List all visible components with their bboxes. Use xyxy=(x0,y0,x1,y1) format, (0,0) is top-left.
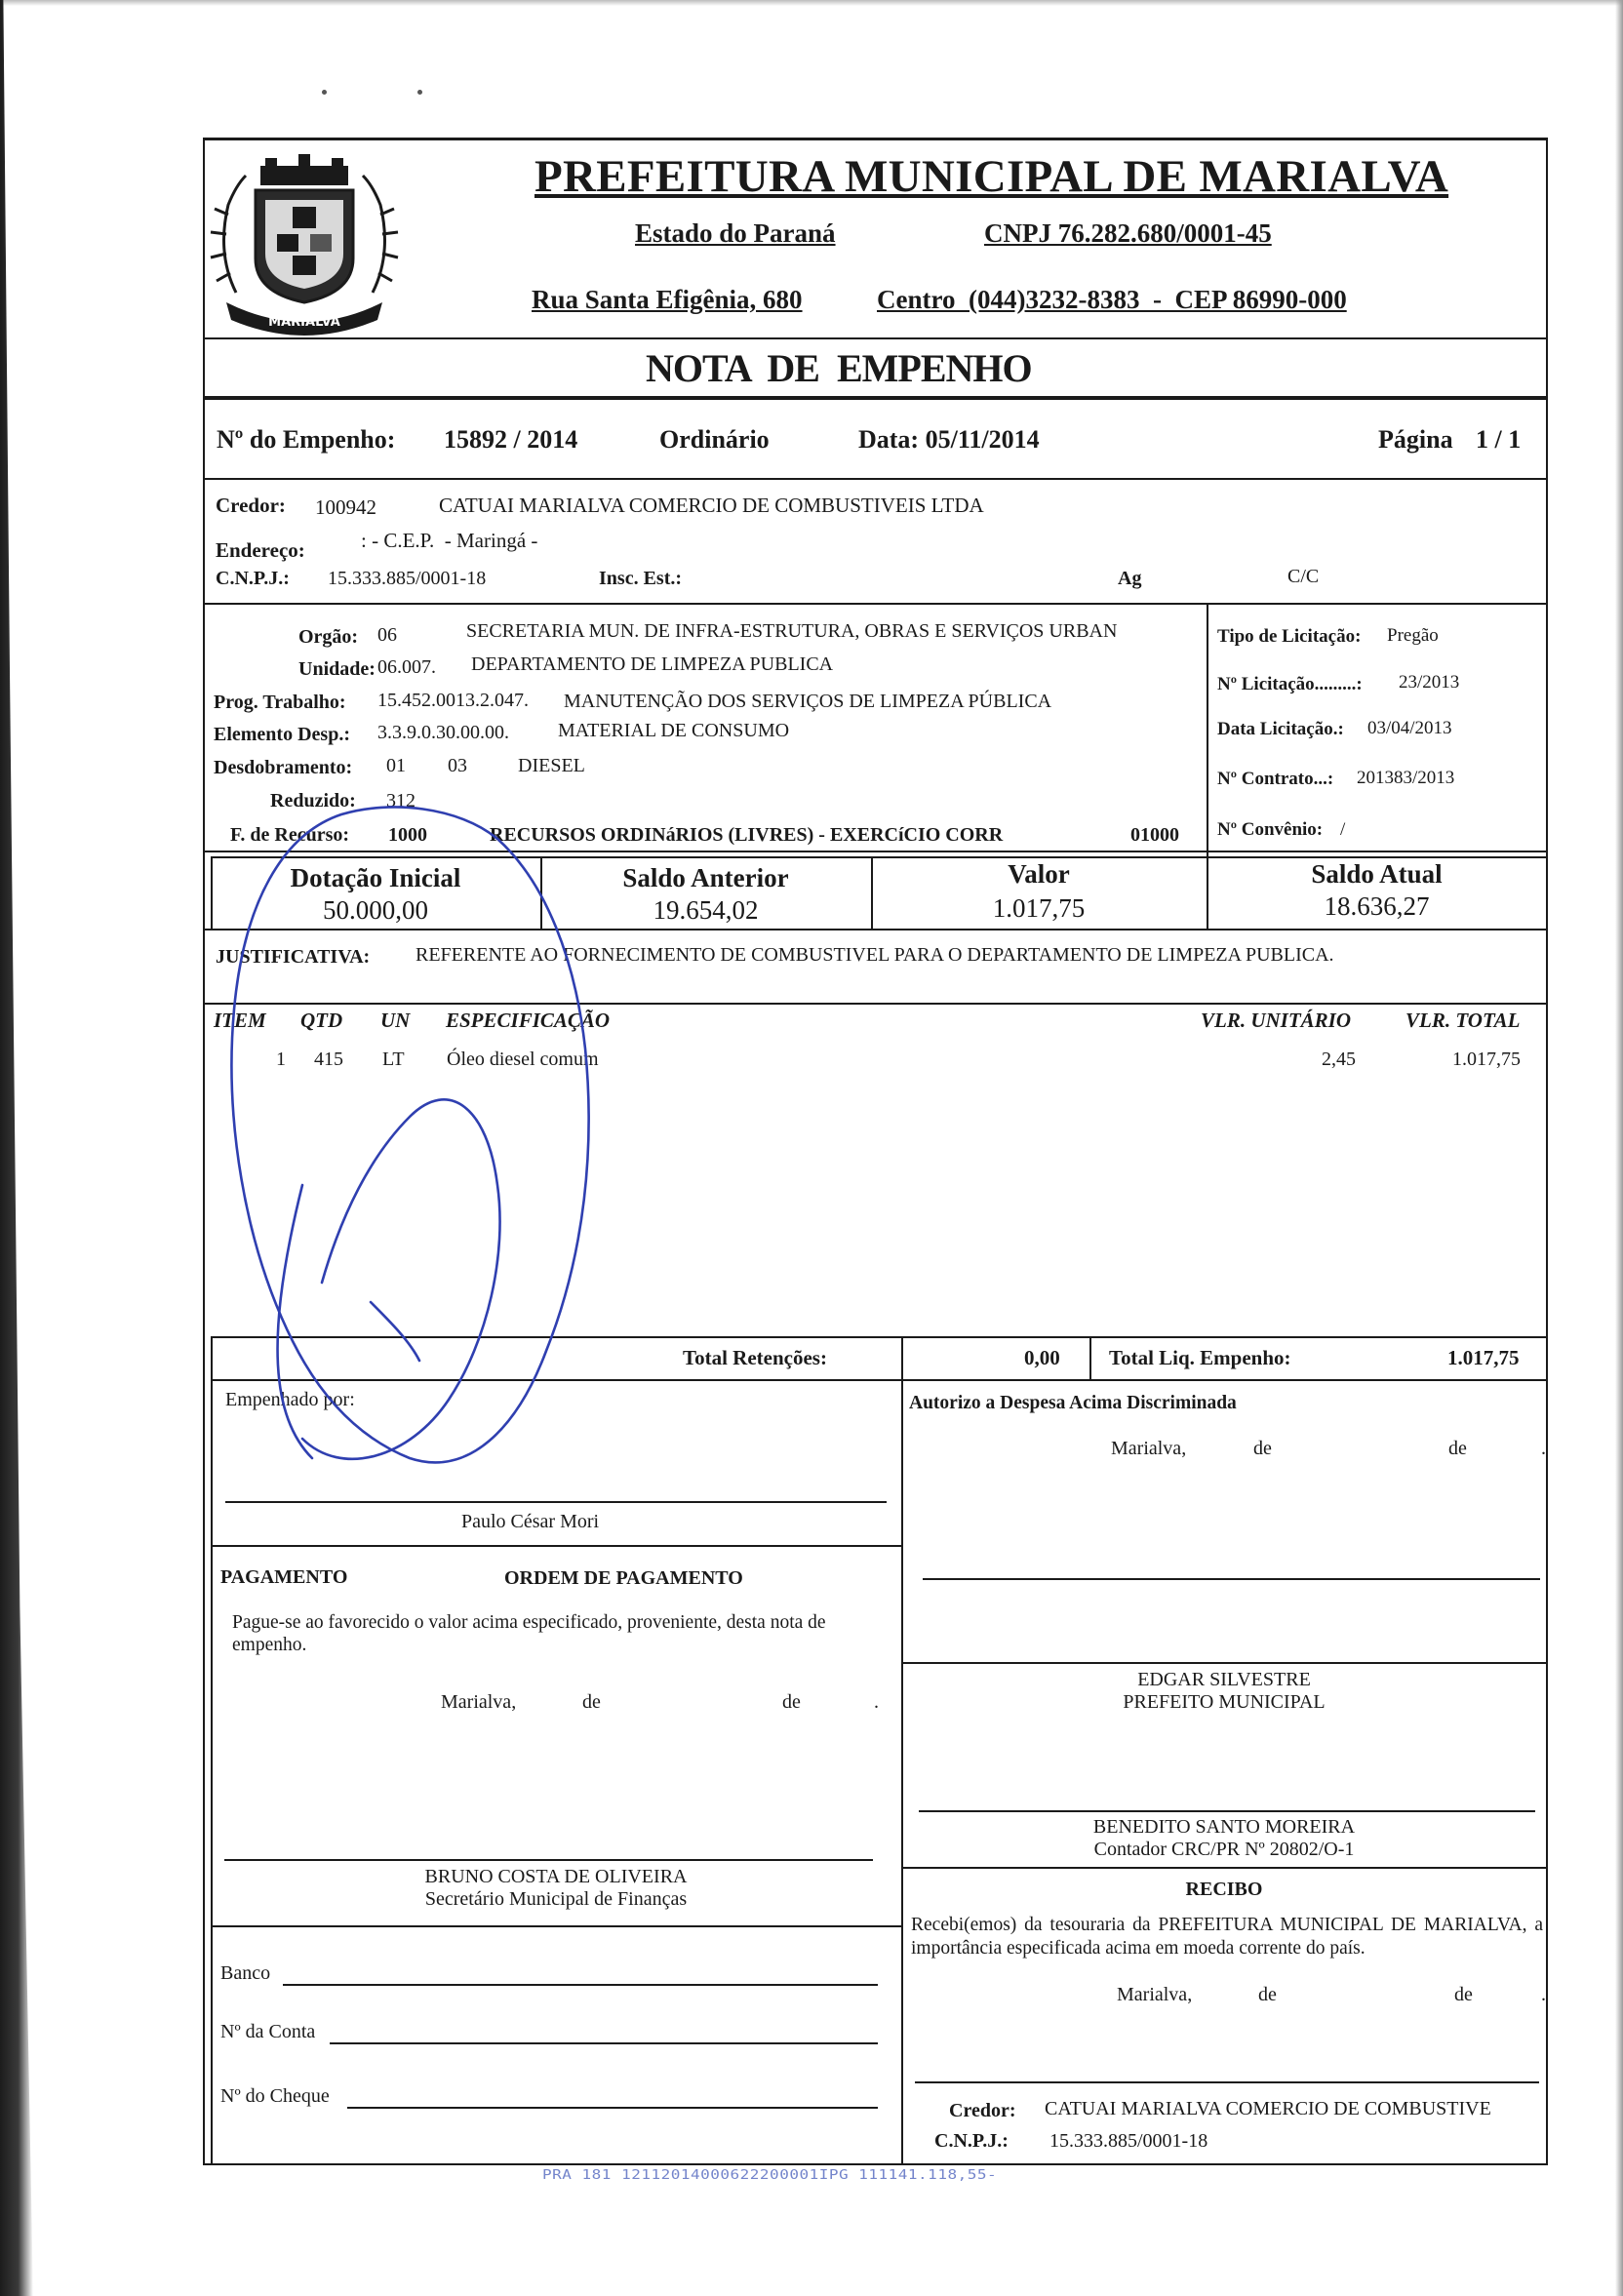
conta-field-line[interactable] xyxy=(330,2042,878,2044)
balance-value: 50.000,00 xyxy=(323,895,428,925)
items-header-spec: ESPECIFICAÇÃO xyxy=(446,1009,611,1032)
licitacao-number: 23/2013 xyxy=(1399,672,1460,693)
divider xyxy=(211,1925,901,1927)
prefeito-role: PREFEITO MUNICIPAL xyxy=(1123,1691,1326,1713)
banco-label: Banco xyxy=(220,1962,271,1984)
footer-credor-name: CATUAI MARIALVA COMERCIO DE COMBUSTIVE xyxy=(1045,2098,1491,2119)
item-unit-value: 2,45 xyxy=(1322,1049,1356,1070)
recurso-name: RECURSOS ORDINáRIOS (LIVRES) - EXERCíCIO CORR xyxy=(490,824,1004,846)
page-label: Página xyxy=(1378,425,1453,454)
pagamento-de-1: de xyxy=(582,1691,601,1713)
divider xyxy=(901,1867,1547,1869)
state-name: Estado do Paraná xyxy=(635,218,836,248)
recurso-code-2: 01000 xyxy=(1130,824,1179,846)
divider xyxy=(203,603,1547,605)
recibo-dot: . xyxy=(1541,1984,1546,2005)
frame-bottom xyxy=(203,2163,1548,2165)
prog-trabalho-name: MANUTENÇÃO DOS SERVIÇOS DE LIMPEZA PÚBLICA xyxy=(564,691,1052,712)
cnpj-label: C.N.P.J.: xyxy=(216,568,290,589)
empenho-number-label: Nº do Empenho: xyxy=(217,425,396,454)
divider xyxy=(211,1545,901,1547)
cheque-field-line[interactable] xyxy=(347,2107,878,2109)
frame-top xyxy=(203,138,1547,140)
scan-left-edge xyxy=(0,0,33,2296)
divider xyxy=(203,396,1547,400)
crest-text: MARIALVA xyxy=(268,315,340,330)
orgao-label: Orgão: xyxy=(298,626,359,648)
footer-cnpj: 15.333.885/0001-18 xyxy=(1049,2130,1208,2152)
elemento-code: 3.3.9.0.30.00.00. xyxy=(377,722,509,743)
footer-credor-label: Credor: xyxy=(949,2100,1016,2121)
prog-trabalho-label: Prog. Trabalho: xyxy=(214,692,346,713)
pagamento-label: PAGAMENTO xyxy=(220,1566,348,1588)
convenio-label: Nº Convênio: xyxy=(1217,819,1324,840)
desdobramento-b: 03 xyxy=(448,755,467,776)
empenho-type: Ordinário xyxy=(659,425,770,454)
balance-label: Saldo Atual xyxy=(1311,859,1443,889)
municipal-crest xyxy=(207,146,402,339)
prog-trabalho-code: 15.452.0013.2.047. xyxy=(377,690,529,711)
autorizo-label: Autorizo a Despesa Acima Discriminada xyxy=(909,1393,1237,1413)
credor-cnpj: 15.333.885/0001-18 xyxy=(328,568,487,589)
divider xyxy=(203,929,1547,930)
recibo-de-2: de xyxy=(1454,1984,1473,2005)
insc-est-label: Insc. Est.: xyxy=(599,568,683,589)
recibo-de-1: de xyxy=(1258,1984,1277,2005)
unidade-code: 06.007. xyxy=(377,656,436,678)
divider xyxy=(203,1003,1547,1005)
balance-label: Valor xyxy=(1008,859,1070,889)
desdobramento-a: 01 xyxy=(386,755,406,776)
justificativa-label: JUSTIFICATIVA: xyxy=(216,946,371,968)
scan-right-edge xyxy=(1615,0,1623,2296)
licitacao-date-label: Data Licitação.: xyxy=(1217,719,1344,739)
balance-value: 1.017,75 xyxy=(992,893,1086,923)
item-qtd: 415 xyxy=(314,1049,343,1070)
ink-speck xyxy=(417,90,422,95)
secretario-role: Secretário Municipal de Finanças xyxy=(424,1888,688,1910)
divider xyxy=(203,337,1547,339)
licitacao-type-label: Tipo de Licitação: xyxy=(1217,626,1362,647)
contrato-number: 201383/2013 xyxy=(1357,768,1455,788)
items-header-total: VLR. TOTAL xyxy=(1405,1009,1521,1032)
divider xyxy=(1089,1336,1091,1381)
signature-line xyxy=(225,1501,887,1503)
conta-label: Nº da Conta xyxy=(220,2021,316,2042)
reduzido-value: 312 xyxy=(386,790,416,812)
items-header-unit: VLR. UNITÁRIO xyxy=(1201,1009,1352,1032)
item-spec: Óleo diesel comum xyxy=(447,1049,599,1070)
divider xyxy=(203,851,1547,852)
recurso-code: 1000 xyxy=(388,824,427,846)
licitacao-type: Pregão xyxy=(1387,625,1439,646)
recibo-text: Recebi(emos) da tesouraria da PREFEITURA MUNICIPAL DE MARIALVA, a importância especificada acima em moeda corrente do país. xyxy=(911,1915,1543,1959)
divider xyxy=(203,478,1547,480)
autorizo-dot: . xyxy=(1541,1438,1546,1459)
unidade-label: Unidade: xyxy=(298,658,376,680)
divider xyxy=(211,1336,1547,1338)
contador-name: BENEDITO SANTO MOREIRA xyxy=(1092,1816,1356,1838)
frame-right xyxy=(1546,138,1548,2165)
prefeito-name: EDGAR SILVESTRE xyxy=(1137,1669,1311,1690)
credor-name: CATUAI MARIALVA COMERCIO DE COMBUSTIVEIS LTDA xyxy=(439,494,984,517)
divider xyxy=(211,1379,1547,1381)
retencoes-label: Total Retenções: xyxy=(683,1346,827,1369)
pagamento-dot: . xyxy=(874,1691,879,1713)
municipality-cnpj: CNPJ 76.282.680/0001-45 xyxy=(984,218,1272,248)
divider xyxy=(901,1662,1547,1664)
licitacao-number-label: Nº Licitação.........: xyxy=(1217,674,1363,694)
retencoes-value: 0,00 xyxy=(1024,1346,1060,1369)
page-title: PREFEITURA MUNICIPAL DE MARIALVA xyxy=(534,151,1449,202)
credor-address: : - C.E.P. - Maringá - xyxy=(361,529,538,552)
orgao-code: 06 xyxy=(377,624,397,646)
convenio-number: / xyxy=(1340,819,1346,840)
cc-label: C/C xyxy=(1287,566,1320,587)
empenhado-label: Empenhado por: xyxy=(225,1389,355,1410)
credor-label: Credor: xyxy=(216,494,286,517)
empenhado-name: Paulo César Mori xyxy=(461,1511,600,1532)
cheque-label: Nº do Cheque xyxy=(220,2085,330,2107)
liquid-empenho-label: Total Liq. Empenho: xyxy=(1109,1346,1291,1369)
desdobramento-label: Desdobramento: xyxy=(214,757,353,778)
desdobramento-name: DIESEL xyxy=(518,755,585,776)
signature-line xyxy=(915,2081,1539,2083)
contador-role: Contador CRC/PR Nº 20802/O-1 xyxy=(1093,1839,1355,1860)
liquid-empenho-value: 1.017,75 xyxy=(1447,1346,1520,1369)
signature-line xyxy=(224,1859,873,1861)
recibo-label: RECIBO xyxy=(1185,1879,1263,1900)
recurso-label: F. de Recurso: xyxy=(230,824,350,846)
signature-line xyxy=(919,1810,1535,1812)
empenho-number: 15892 / 2014 xyxy=(444,425,578,454)
reduzido-label: Reduzido: xyxy=(270,790,356,812)
balance-label: Saldo Anterior xyxy=(622,863,789,892)
divider xyxy=(901,1336,903,2163)
autorizo-de-2: de xyxy=(1448,1438,1467,1459)
document-title: NOTA DE EMPENHO xyxy=(646,346,1032,390)
autorizo-de-1: de xyxy=(1253,1438,1272,1459)
ordem-pagamento-label: ORDEM DE PAGAMENTO xyxy=(504,1567,743,1589)
item-number: 1 xyxy=(276,1049,286,1070)
ag-label: Ag xyxy=(1118,568,1142,589)
credor-code: 100942 xyxy=(315,495,376,519)
empenho-date: Data: 05/11/2014 xyxy=(858,425,1040,454)
ink-speck xyxy=(322,90,327,95)
orgao-name: SECRETARIA MUN. DE INFRA-ESTRUTURA, OBRAS E SERVIÇOS URBAN xyxy=(466,620,1118,642)
signature-line xyxy=(923,1578,1540,1580)
footer-cnpj-label: C.N.P.J.: xyxy=(934,2130,1009,2152)
balance-value: 18.636,27 xyxy=(1324,891,1430,921)
address-label: Endereço: xyxy=(216,538,305,562)
items-header-item: ITEM xyxy=(214,1009,266,1032)
items-header-qtd: QTD xyxy=(300,1009,343,1032)
balance-label: Dotação Inicial xyxy=(290,863,461,892)
municipality-address: Rua Santa Efigênia, 680 xyxy=(532,285,803,314)
divider xyxy=(211,1336,213,2163)
divider xyxy=(211,856,1547,858)
municipality-contact: Centro (044)3232-8383 - CEP 86990-000 xyxy=(877,285,1347,314)
pagamento-place: Marialva, xyxy=(441,1691,517,1713)
bank-authentication-stamp: PRA 181 12112014000622200001IPG 111141.118,55- xyxy=(542,2166,998,2183)
unidade-name: DEPARTAMENTO DE LIMPEZA PUBLICA xyxy=(471,653,834,675)
scan-top-edge xyxy=(0,0,1623,6)
recibo-place: Marialva, xyxy=(1117,1984,1193,2005)
balance-value: 19.654,02 xyxy=(653,895,759,925)
item-total-value: 1.017,75 xyxy=(1452,1049,1521,1070)
frame-left xyxy=(203,138,205,2165)
autorizo-place: Marialva, xyxy=(1111,1438,1187,1459)
item-unit: LT xyxy=(382,1049,405,1070)
items-header-un: UN xyxy=(380,1009,411,1032)
licitacao-date: 03/04/2013 xyxy=(1367,718,1452,738)
contrato-label: Nº Contrato...: xyxy=(1217,769,1334,789)
elemento-name: MATERIAL DE CONSUMO xyxy=(558,720,790,741)
page-number: 1 / 1 xyxy=(1476,425,1522,454)
secretario-name: BRUNO COSTA DE OLIVEIRA xyxy=(424,1866,688,1887)
pagamento-de-2: de xyxy=(782,1691,801,1713)
banco-field-line[interactable] xyxy=(283,1984,878,1986)
elemento-label: Elemento Desp.: xyxy=(214,724,350,745)
justificativa-text: REFERENTE AO FORNECIMENTO DE COMBUSTIVEL PARA O DEPARTAMENTO DE LIMPEZA PUBLICA. xyxy=(416,944,1334,966)
pagamento-text: Pague-se ao favorecido o valor acima especificado, proveniente, desta nota de empenho. xyxy=(232,1612,826,1655)
